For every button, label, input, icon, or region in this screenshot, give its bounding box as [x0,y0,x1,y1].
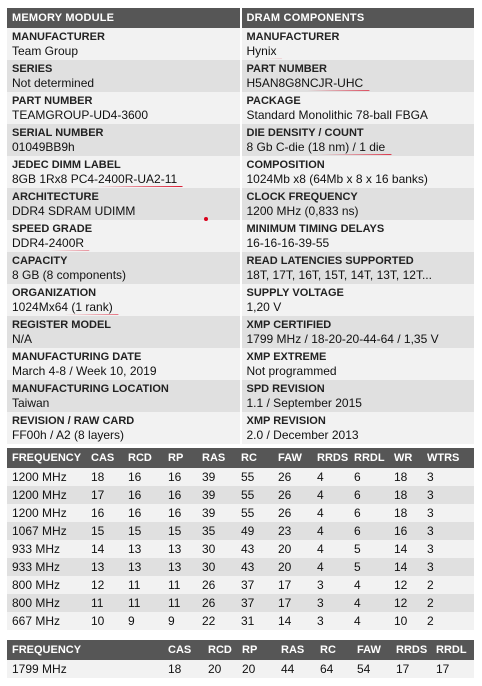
field-label: PACKAGE [246,95,301,107]
field-label: PART NUMBER [246,63,327,75]
field-label: XMP REVISION [246,415,326,427]
field-value [247,204,470,219]
column-header: RRDL [431,640,474,660]
table-cell: 3 [422,504,474,522]
spd-report [7,8,474,678]
table-cell: 17 [431,660,474,678]
table-cell: 39 [197,504,236,522]
xmp-body [7,660,474,678]
column-header: RCD [203,640,237,660]
timings-body [7,468,474,630]
memory-module-header: MEMORY MODULE [7,8,240,28]
field-value-text: 1024Mx64 (1 rank) [12,300,113,314]
field-value-text: 16-16-16-39-55 [246,236,330,250]
table-cell: 800 MHz [7,576,86,594]
table-cell: 20 [273,540,312,558]
table-cell: 2 [422,576,474,594]
field-manufacturer [7,28,240,60]
table-cell: 6 [349,486,389,504]
table-cell: 13 [163,558,197,576]
field-value [247,332,470,347]
field-value [12,172,235,187]
column-header: RP [237,640,276,660]
field-value [12,108,235,123]
column-header: FAW [273,448,312,468]
table-cell: 2 [422,594,474,612]
field-composition [242,156,475,188]
field-register-model [7,316,240,348]
field-label: CLOCK FREQUENCY [246,191,358,203]
table-cell: 55 [236,486,273,504]
field-capacity [7,252,240,284]
field-label: ARCHITECTURE [12,191,99,203]
field-value [247,396,470,411]
field-value [12,268,235,283]
table-cell: 12 [389,594,422,612]
field-value-text: Not programmed [246,364,337,378]
table-cell: 4 [349,594,389,612]
table-cell: 15 [163,522,197,540]
field-value-text: FF00h / A2 (8 layers) [12,428,125,442]
field-value [12,204,235,219]
table-cell: 3 [312,576,349,594]
field-xmp-extreme [242,348,475,380]
table-cell: 13 [86,558,123,576]
field-manufacturing-location [7,380,240,412]
column-header: RAS [197,448,236,468]
field-value-text: 2.0 / December 2013 [246,428,359,442]
table-cell: 5 [349,540,389,558]
table-row [7,594,474,612]
field-value-text: H5AN8G8NCJR-UHC [246,76,364,90]
table-cell: 18 [389,468,422,486]
table-cell: 15 [86,522,123,540]
field-jedec-dimm-label [7,156,240,188]
timings-table [7,448,474,630]
table-cell: 4 [312,486,349,504]
field-spd-revision [242,380,475,412]
field-label: MANUFACTURER [246,31,340,43]
table-cell: 15 [123,522,163,540]
table-cell: 26 [273,486,312,504]
field-label: XMP EXTREME [246,351,327,363]
table-cell: 55 [236,468,273,486]
column-header: RC [315,640,352,660]
field-value [12,140,235,155]
field-label: MANUFACTURING LOCATION [12,383,169,395]
column-header: CAS [86,448,123,468]
column-header: RP [163,448,197,468]
field-label: ORGANIZATION [12,287,97,299]
table-cell: 16 [163,486,197,504]
column-header [86,640,163,660]
table-cell: 30 [197,540,236,558]
field-value [247,76,470,91]
field-value [247,300,470,315]
field-value-text: DDR4 SDRAM UDIMM [12,204,136,218]
table-cell: 43 [236,558,273,576]
table-cell: 26 [273,468,312,486]
table-cell: 2 [422,612,474,630]
field-part-number [242,60,475,92]
table-cell: 26 [197,576,236,594]
table-cell: 1067 MHz [7,522,86,540]
column-header: WTRS [422,448,474,468]
field-value [247,236,470,251]
field-label: DIE DENSITY / COUNT [246,127,364,139]
field-read-latencies-supported [242,252,475,284]
field-value-text: TEAMGROUP-UD4-3600 [12,108,149,122]
table-cell: 17 [273,594,312,612]
field-label: MANUFACTURING DATE [12,351,142,363]
table-cell: 17 [86,486,123,504]
field-manufacturing-date [7,348,240,380]
field-label: SPD REVISION [246,383,325,395]
table-cell: 800 MHz [7,594,86,612]
table-cell: 9 [123,612,163,630]
column-header: RC [236,448,273,468]
field-label: MANUFACTURER [12,31,105,43]
table-cell: 44 [276,660,315,678]
table-cell: 11 [163,576,197,594]
table-cell: 6 [349,468,389,486]
field-clock-frequency [242,188,475,220]
field-value [247,364,470,379]
table-cell: 933 MHz [7,540,86,558]
table-cell: 10 [86,612,123,630]
field-value [12,44,235,59]
table-cell: 37 [236,576,273,594]
table-cell: 11 [163,594,197,612]
field-value-text: N/A [12,332,33,346]
field-value-text: 1200 MHz (0,833 ns) [246,204,359,218]
field-label: COMPOSITION [246,159,325,171]
field-value [12,300,235,315]
table-cell: 667 MHz [7,612,86,630]
field-value [247,428,470,443]
field-package [242,92,475,124]
table-row [7,576,474,594]
table-cell: 26 [197,594,236,612]
column-header: RRDL [349,448,389,468]
column-header: RAS [276,640,315,660]
table-cell: 13 [123,558,163,576]
field-value-text: 1799 MHz / 18-20-20-44-64 / 1,35 V [246,332,439,346]
field-architecture [7,188,240,220]
table-cell: 933 MHz [7,558,86,576]
table-cell: 39 [197,486,236,504]
field-die-density-count [242,124,475,156]
field-value-text: Taiwan [12,396,50,410]
table-cell: 4 [312,522,349,540]
field-revision-raw-card [7,412,240,444]
table-cell: 3 [422,522,474,540]
table-cell: 10 [389,612,422,630]
table-cell: 6 [349,504,389,522]
table-cell: 16 [163,468,197,486]
dram-components-column [242,8,475,444]
field-manufacturer [242,28,475,60]
column-header: RCD [123,448,163,468]
field-label: CAPACITY [12,255,68,267]
table-row [7,540,474,558]
table-cell: 3 [312,594,349,612]
table-cell: 20 [237,660,276,678]
field-label: READ LATENCIES SUPPORTED [246,255,414,267]
field-value-text: 8 GB (8 components) [12,268,127,282]
table-row [7,468,474,486]
table-cell: 1200 MHz [7,468,86,486]
table-cell: 49 [236,522,273,540]
table-row [7,486,474,504]
table-cell: 4 [312,504,349,522]
table-cell: 6 [349,522,389,540]
table-cell: 23 [273,522,312,540]
column-header: RRDS [391,640,431,660]
field-label: SERIAL NUMBER [12,127,104,139]
table-cell: 12 [86,576,123,594]
table-cell: 3 [422,486,474,504]
table-cell: 11 [123,594,163,612]
table-row [7,660,474,678]
field-label: SERIES [12,63,53,75]
table-cell: 14 [86,540,123,558]
field-value [247,44,470,59]
field-value-text: 8GB 1Rx8 PC4-2400R-UA2-11 [12,172,178,186]
annotation-dot [204,217,208,221]
table-cell: 3 [422,468,474,486]
table-row [7,522,474,540]
field-speed-grade [7,220,240,252]
field-value [12,76,235,91]
column-header: FREQUENCY [7,640,86,660]
field-value-text: 8 Gb C-die (18 nm) / 1 die [246,140,386,154]
table-cell: 16 [163,504,197,522]
field-xmp-revision [242,412,475,444]
table-cell: 16 [86,504,123,522]
column-header: RRDS [312,448,349,468]
table-cell: 3 [422,540,474,558]
field-value-text: Team Group [12,44,79,58]
table-cell: 17 [273,576,312,594]
table-cell: 64 [315,660,352,678]
table-cell: 16 [123,504,163,522]
table-cell: 16 [123,468,163,486]
field-value [12,428,235,443]
field-value-text: DDR4-2400R [12,236,85,250]
field-value-text: 18T, 17T, 16T, 15T, 14T, 13T, 12T... [246,268,432,282]
table-cell: 4 [349,576,389,594]
table-cell: 1799 MHz [7,660,86,678]
field-minimum-timing-delays [242,220,475,252]
table-cell: 3 [312,612,349,630]
spd-summary [7,8,474,444]
table-cell: 1200 MHz [7,486,86,504]
table-cell: 5 [349,558,389,576]
table-cell: 55 [236,504,273,522]
table-cell: 4 [349,612,389,630]
table-cell: 11 [86,594,123,612]
dram-components-header: DRAM COMPONENTS [242,8,475,28]
field-label: SUPPLY VOLTAGE [246,287,344,299]
field-supply-voltage [242,284,475,316]
field-value [247,268,470,283]
field-value-text: 1,20 V [246,300,282,314]
table-cell: 14 [273,612,312,630]
column-header: WR [389,448,422,468]
column-header: FAW [352,640,391,660]
field-value [12,396,235,411]
table-cell: 16 [123,486,163,504]
table-cell: 14 [389,540,422,558]
field-part-number [7,92,240,124]
field-label: MINIMUM TIMING DELAYS [246,223,385,235]
table-cell [86,660,163,678]
table-cell: 20 [273,558,312,576]
field-label: XMP CERTIFIED [246,319,332,331]
field-serial-number [7,124,240,156]
xmp-header-row [7,640,474,660]
field-value-text: 1.1 / September 2015 [246,396,362,410]
field-label: REVISION / RAW CARD [12,415,135,427]
table-row [7,612,474,630]
table-cell: 18 [389,504,422,522]
table-cell: 13 [163,540,197,558]
field-label: JEDEC DIMM LABEL [12,159,121,171]
field-value [247,172,470,187]
field-value [12,236,235,251]
table-cell: 14 [389,558,422,576]
table-cell: 16 [389,522,422,540]
table-cell: 37 [236,594,273,612]
table-cell: 3 [422,558,474,576]
table-cell: 30 [197,558,236,576]
field-series [7,60,240,92]
table-cell: 43 [236,540,273,558]
table-cell: 18 [389,486,422,504]
field-value-text: Not determined [12,76,95,90]
field-label: SPEED GRADE [12,223,93,235]
timings-header-row [7,448,474,468]
field-value-text: 01049BB9h [12,140,75,154]
table-cell: 39 [197,468,236,486]
table-cell: 20 [203,660,237,678]
table-cell: 9 [163,612,197,630]
table-cell: 17 [391,660,431,678]
table-row [7,558,474,576]
table-cell: 13 [123,540,163,558]
table-cell: 26 [273,504,312,522]
field-value-text: Standard Monolithic 78-ball FBGA [246,108,428,122]
table-cell: 31 [236,612,273,630]
field-value [247,140,470,155]
table-cell: 12 [389,576,422,594]
table-cell: 4 [312,468,349,486]
table-cell: 4 [312,540,349,558]
field-xmp-certified [242,316,475,348]
field-value-text: March 4-8 / Week 10, 2019 [12,364,157,378]
field-value [247,108,470,123]
table-cell: 4 [312,558,349,576]
table-cell: 18 [163,660,203,678]
memory-module-column [7,8,240,444]
field-label: PART NUMBER [12,95,93,107]
table-cell: 22 [197,612,236,630]
table-row [7,504,474,522]
column-header: FREQUENCY [7,448,86,468]
table-cell: 35 [197,522,236,540]
xmp-table [7,640,474,678]
table-cell: 54 [352,660,391,678]
field-value-text: Hynix [246,44,277,58]
field-organization [7,284,240,316]
field-value [12,332,235,347]
field-label: REGISTER MODEL [12,319,112,331]
table-cell: 1200 MHz [7,504,86,522]
field-value-text: 1024Mb x8 (64Mb x 8 x 16 banks) [246,172,428,186]
table-cell: 18 [86,468,123,486]
table-cell: 11 [123,576,163,594]
field-value [12,364,235,379]
column-header: CAS [163,640,203,660]
